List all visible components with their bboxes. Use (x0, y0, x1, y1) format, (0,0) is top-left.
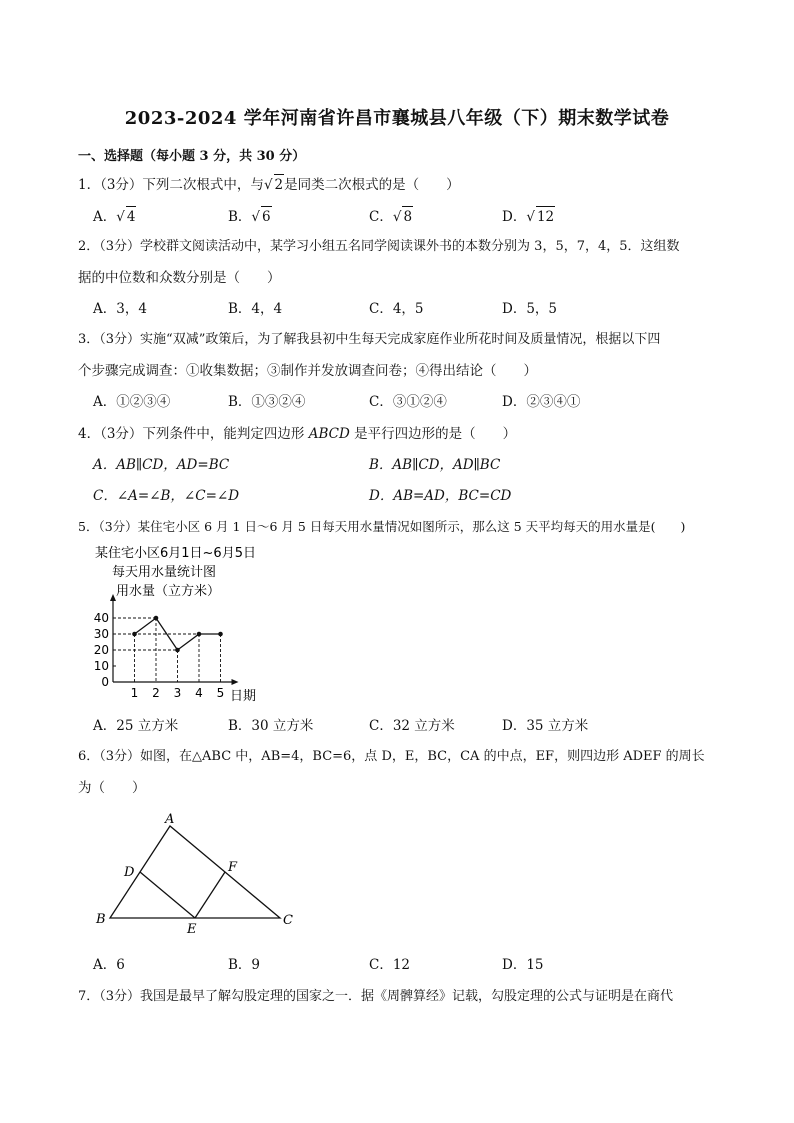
chart-guides (113, 618, 221, 682)
y-tick-label: 0 (101, 675, 109, 689)
question-4-stem: 4．（3分）下列条件中，能判定四边形 ABCD 是平行四边形的是（ ） (78, 426, 517, 442)
q1-option-c[interactable]: C．√ 8 (369, 206, 413, 227)
q3-option-a[interactable]: A．①②③④ (93, 394, 171, 410)
q6-option-d[interactable]: D．15 (502, 957, 544, 973)
q1-option-a[interactable]: A．√ 4 (93, 206, 136, 227)
segment-ef (195, 872, 225, 918)
x-tick-label: 4 (195, 686, 203, 700)
chart-xlabel: 日期 (230, 689, 257, 704)
chart-axes (94, 594, 239, 700)
data-point (175, 648, 180, 653)
y-tick-label: 20 (93, 643, 109, 657)
triangle-figure (90, 808, 310, 938)
exam-title: 2023-2024 学年河南省许昌市襄城县八年级（下）期末数学试卷 (124, 108, 670, 129)
question-2-line2: 据的中位数和众数分别是（ ） (78, 270, 281, 286)
q5-option-a[interactable]: A．25 立方米 (93, 718, 179, 734)
question-1-stem (78, 174, 460, 195)
data-point (132, 632, 137, 637)
point-label-b: B (96, 912, 106, 927)
point-label-a: A (165, 812, 175, 827)
question-5-stem: 5．（3分）某住宅小区 6 月 1 日～6 月 5 日每天用水量情况如图所示，那么这 5 天平均每天的用水量是( ) (78, 519, 686, 534)
q2-option-c[interactable]: C．4，5 (369, 301, 424, 317)
q3-option-d[interactable]: D．②③④① (502, 394, 581, 410)
y-tick-label: 40 (93, 611, 109, 625)
q1-option-d[interactable]: D．√ 12 (502, 206, 555, 227)
x-tick-label: 1 (130, 686, 139, 700)
q2-option-b[interactable]: B．4，4 (228, 301, 283, 317)
section-heading: 一、选择题（每小题 3 分，共 30 分） (78, 149, 306, 164)
question-6-line2: 为（ ） (78, 780, 146, 796)
water-usage-chart (80, 540, 310, 705)
data-point (218, 632, 223, 637)
segment-de (140, 872, 195, 918)
q1-stem-a: 1．（3分）下列二次根式中，与 (78, 177, 264, 193)
q2-option-d[interactable]: D．5，5 (502, 301, 558, 317)
q4-option-b[interactable]: B．AB∥CD，AD∥BC (369, 457, 501, 473)
q4-option-a[interactable]: A．AB∥CD，AD=BC (93, 457, 230, 473)
q6-option-b[interactable]: B．9 (228, 957, 261, 973)
question-2-line1: 2．（3分）学校群文阅读活动中，某学习小组五名同学阅读课外书的本数分别为 3，5，7，4，5．这组数 (78, 239, 680, 254)
q6-option-a[interactable]: A．6 (93, 957, 125, 973)
q1-option-b[interactable]: B．√ 6 (228, 206, 272, 227)
chart-ylabel: 用水量（立方米） (116, 584, 221, 599)
y-tick-label: 10 (93, 659, 109, 673)
x-tick-label: 3 (173, 686, 182, 700)
y-tick-label: 30 (93, 627, 109, 641)
chart-title: 某住宅小区6月1日~6月5日 (95, 546, 256, 561)
triangle-abc (110, 826, 280, 918)
chart-subtitle: 每天用水量统计图 (112, 565, 217, 580)
data-point (154, 616, 159, 621)
q2-option-a[interactable]: A．3，4 (93, 301, 147, 317)
q5-option-d[interactable]: D．35 立方米 (502, 718, 589, 734)
q3-option-b[interactable]: B．①③②④ (228, 394, 306, 410)
point-label-f: F (228, 860, 238, 875)
question-3-line2: 个步骤完成调查：①收集数据；③制作并发放调查问卷；④得出结论（ ） (78, 363, 537, 379)
q3-option-c[interactable]: C．③①②④ (369, 394, 447, 410)
x-tick-label: 2 (152, 686, 160, 700)
q1-sqrt: √ 2 (264, 177, 284, 193)
data-point (197, 632, 202, 637)
q1-stem-b: 是同类二次根式的是（ ） (284, 177, 460, 193)
q5-option-b[interactable]: B．30 立方米 (228, 718, 314, 734)
series-line (135, 618, 221, 650)
q4-option-c[interactable]: C．∠A=∠B，∠C=∠D (93, 488, 240, 504)
question-3-line1: 3．（3分）实施“双减”政策后，为了解我县初中生每天完成家庭作业所花时间及质量情况，根据以下四 (78, 332, 661, 347)
q4-option-d[interactable]: D．AB=AD，BC=CD (369, 488, 512, 504)
point-label-d: D (124, 865, 135, 880)
point-label-e: E (187, 922, 197, 937)
x-axis-arrow (232, 679, 239, 685)
point-label-c: C (283, 913, 293, 928)
question-7-line1: 7．（3分）我国是最早了解勾股定理的国家之一．据《周髀算经》记载，勾股定理的公式与证明是在商代 (78, 989, 674, 1004)
x-tick-label: 5 (216, 686, 225, 700)
question-6-line1: 6．（3分）如图，在△ABC 中，AB=4，BC=6，点 D，E，BC，CA 的中点，EF，则四边形 ADEF 的周长 (78, 749, 705, 764)
q5-option-c[interactable]: C．32 立方米 (369, 718, 455, 734)
q6-option-c[interactable]: C．12 (369, 957, 411, 973)
